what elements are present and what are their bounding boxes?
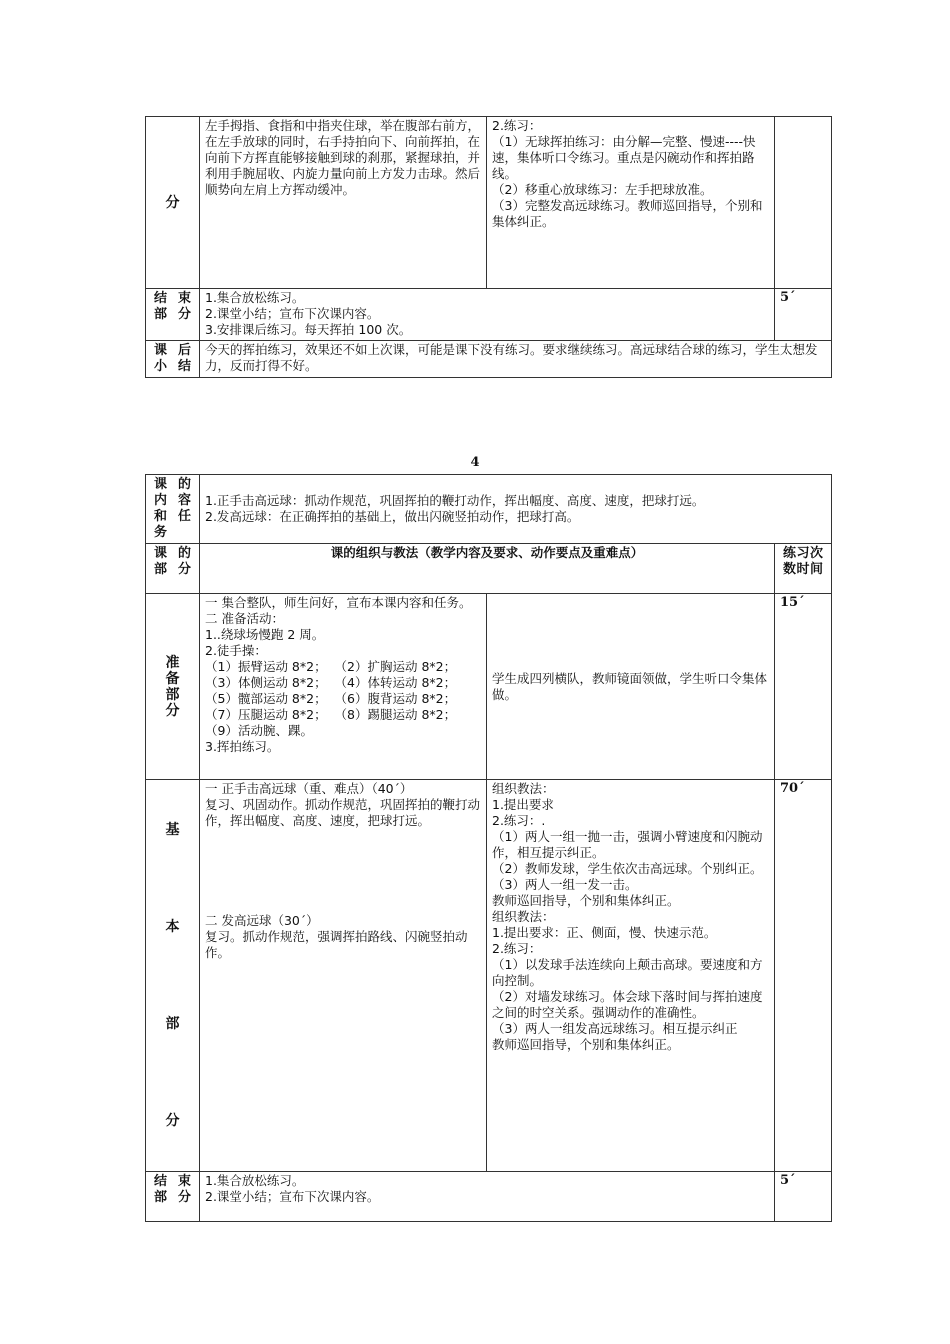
section-label: 课的内容和任务	[146, 475, 200, 544]
text-line: 1.提出要求	[492, 797, 554, 812]
section-label: 课的部分	[146, 544, 200, 594]
table-row	[146, 341, 832, 378]
table-row	[146, 1172, 832, 1222]
org-cell	[487, 117, 775, 289]
text-line: 一 正手击高远球（重、难点）（40´）	[205, 781, 413, 796]
text-line: 2.课堂小结；宣布下次课内容。	[205, 1189, 380, 1204]
text-line: （2）对墙发球练习。体会球下落时间与挥拍速度之间的时空关系。强调动作的准确性。	[492, 989, 763, 1020]
time-cell: 15´	[775, 594, 832, 780]
text-line: 复习。抓动作规范，强调挥拍路线、闪碗竖拍动作。	[205, 929, 468, 960]
text-line: （2）移重心放球练习：左手把球放准。	[492, 182, 713, 197]
text-line: 1.提出要求：正、侧面，慢、快速示范。	[492, 925, 717, 940]
text-line: 一 集合整队，师生问好，宣布本课内容和任务。	[205, 595, 472, 610]
label-char: 准	[165, 654, 180, 671]
text-line: 2.练习：.	[492, 813, 546, 828]
text-line: 1..绕球场慢跑 2 周。	[205, 627, 325, 642]
text-line: 2.练习：	[492, 118, 542, 133]
table-header-row	[146, 544, 832, 594]
time-cell: 5´	[775, 289, 832, 341]
text-line: 1.集合放松练习。	[205, 1173, 305, 1188]
time-cell: 70´	[775, 780, 832, 1172]
label-char: 本	[165, 919, 180, 936]
label-char: 分	[165, 1112, 180, 1129]
label-char: 部	[165, 686, 180, 703]
text-line: 3.安排课后练习。每天挥拍 100 次。	[205, 322, 412, 337]
text-line: 2.徒手操：	[205, 643, 267, 658]
section-label	[146, 594, 200, 780]
table-row	[146, 289, 832, 341]
label-char: 部	[165, 1015, 180, 1032]
text-line: （1）两人一组一抛一击，强调小臂速度和闪腕动作，相互提示纠正。	[492, 829, 763, 860]
time-header: 练习次数时间	[775, 544, 832, 594]
text-line: （5）髋部运动 8*2； （6）腹背运动 8*2；	[205, 691, 457, 706]
lesson-table	[145, 474, 832, 1222]
text-line: 组织教法：	[492, 909, 555, 924]
text-line: 组织教法：	[492, 781, 555, 796]
content-cell	[200, 289, 775, 341]
section-label	[146, 780, 200, 1172]
section-label: 分	[146, 117, 200, 289]
text-line: 二 发高远球（30´）	[205, 913, 319, 928]
text-line: 2.课堂小结；宣布下次课内容。	[205, 306, 380, 321]
text-line: （2）教师发球，学生依次击高远球。个别纠正。	[492, 861, 763, 876]
time-cell: 5´	[775, 1172, 832, 1222]
text-line: （3）体侧运动 8*2； （4）体转运动 8*2；	[205, 675, 457, 690]
lesson-table-continued	[145, 116, 832, 378]
table-row	[146, 594, 832, 780]
page-number: 4	[470, 455, 480, 470]
text-line: （1）无球挥拍练习：由分解—完整、慢速----快速，集体听口令练习。重点是闪碗动作和挥拍路线。	[492, 134, 756, 181]
label-char: 分	[165, 702, 180, 719]
text-line: 二 准备活动：	[205, 611, 284, 626]
text-line: 2.发高远球：在正确挥拍的基础上，做出闪碗竖拍动作，把球打高。	[205, 509, 580, 524]
text-line: 教师巡回指导，个别和集体纠正。	[492, 1037, 680, 1052]
content-cell	[200, 594, 487, 780]
text-line: （3）完整发高远球练习。教师巡回指导，个别和集体纠正。	[492, 198, 763, 229]
text-line: 2.练习：	[492, 941, 542, 956]
section-label: 结束部分	[146, 1172, 200, 1222]
text-line: （1）以发球手法连续向上颠击高球。要速度和方向控制。	[492, 957, 763, 988]
content-cell	[200, 780, 487, 1172]
task-cell	[200, 475, 832, 544]
text-line: 复习、巩固动作。抓动作规范，巩固挥拍的鞭打动作，挥出幅度、高度、速度，把球打远。	[205, 797, 481, 828]
section-label: 课后小结	[146, 341, 200, 378]
table-row	[146, 475, 832, 544]
text-line: （9）活动腕、踝。	[205, 723, 313, 738]
header-title: 课的组织与教法（教学内容及要求、动作要点及重难点）	[200, 544, 775, 594]
org-cell: 学生成四列横队，教师镜面领做，学生听口令集体做。	[487, 594, 775, 780]
text-line: 左手拇指、食指和中指夹住球，举在腹部右前方，在左手放球的同时，右手持拍向下、向前挥拍，在向前下方挥直能够接触到球的刹那，紧握球拍，并利用手腕屈收、内旋力量向前上方发力击球。然后顺势向左肩上方挥动缓冲。	[205, 118, 481, 197]
label-char: 基	[165, 822, 180, 839]
text-line: 教师巡回指导，个别和集体纠正。	[492, 893, 680, 908]
table-row	[146, 117, 832, 289]
text-line: 3.挥拍练习。	[205, 739, 280, 754]
text-line: （3）两人一组一发一击。	[492, 877, 638, 892]
text-line: （1）振臂运动 8*2； （2）扩胸运动 8*2；	[205, 659, 457, 674]
label-char: 备	[165, 670, 180, 687]
content-cell	[200, 1172, 775, 1222]
method-cell	[200, 117, 487, 289]
text-line: （3）两人一组发高远球练习。相互提示纠正	[492, 1021, 738, 1036]
time-cell	[775, 117, 832, 289]
text-line: 1.集合放松练习。	[205, 290, 305, 305]
section-label: 结束部分	[146, 289, 200, 341]
text-line: （7）压腿运动 8*2； （8）踢腿运动 8*2；	[205, 707, 457, 722]
summary-cell: 今天的挥拍练习，效果还不如上次课，可能是课下没有练习。要求继续练习。高远球结合球的练习，学生太想发力，反而打得不好。	[200, 341, 832, 378]
table-row	[146, 780, 832, 1172]
text-line: 1.正手击高远球：抓动作规范，巩固挥拍的鞭打动作，挥出幅度、高度、速度，把球打远。	[205, 493, 705, 508]
org-cell	[487, 780, 775, 1172]
